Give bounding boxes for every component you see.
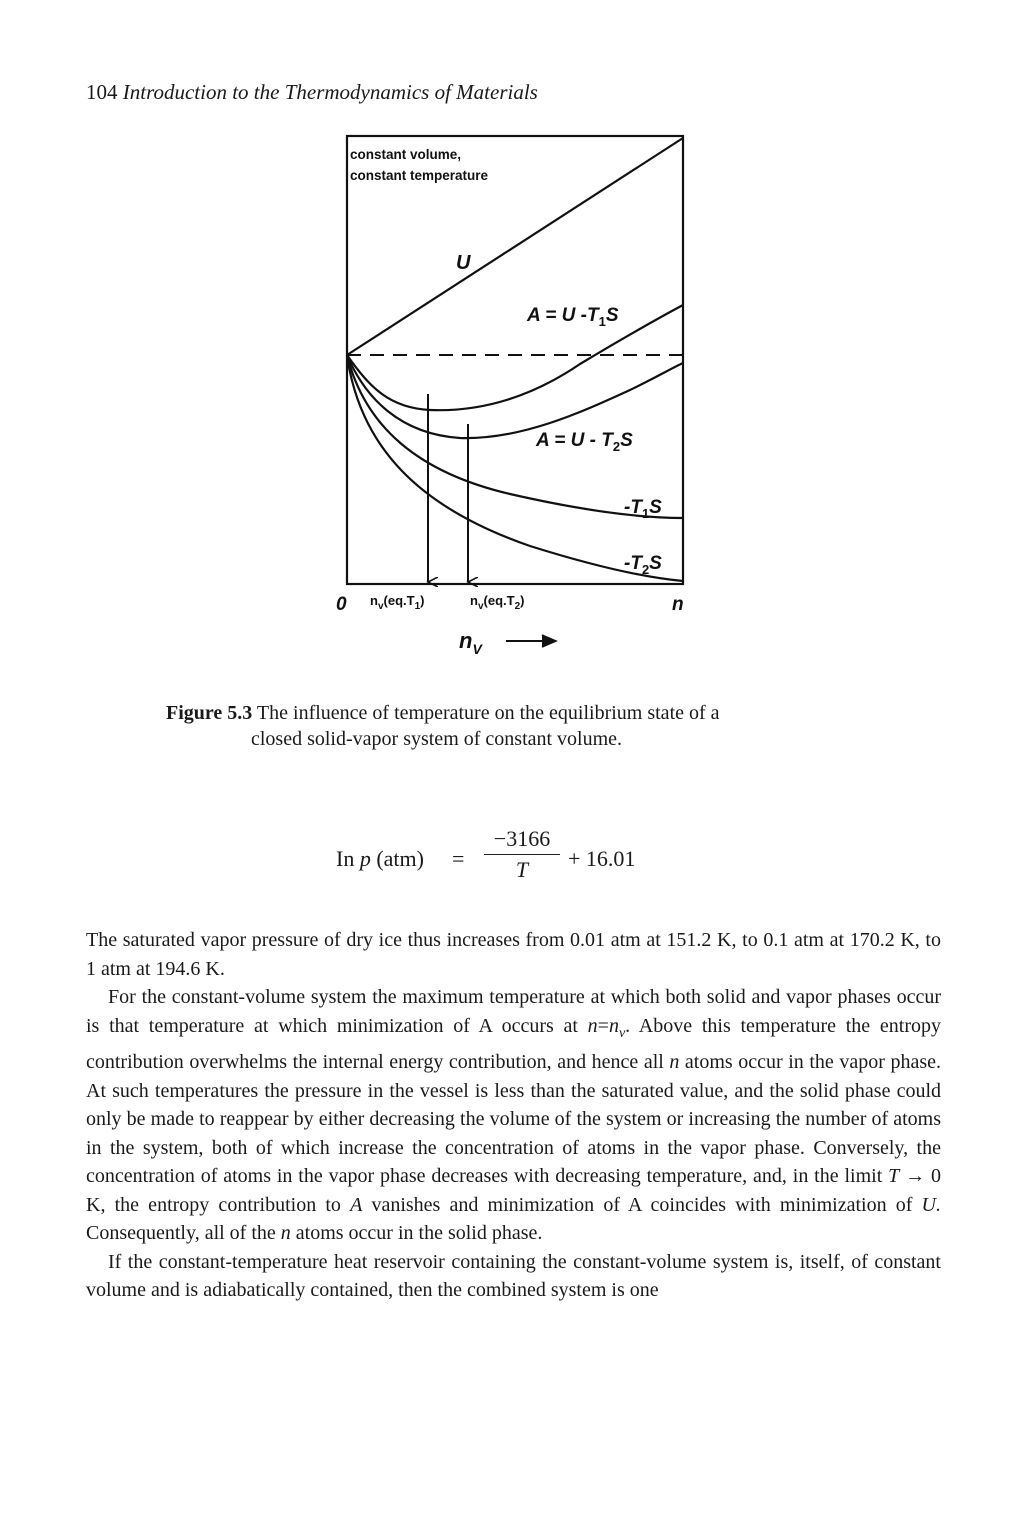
curve-a-t1 bbox=[347, 305, 683, 410]
box-label-line1: constant volume, bbox=[350, 147, 462, 162]
label-a-t1: A = U $-T_1S$ bbox=[527, 305, 619, 329]
equation-rhs: + 16.01 bbox=[568, 846, 636, 871]
caption-text-line1: The influence of temperature on the equilibrium state of a bbox=[252, 702, 720, 724]
label-u: U bbox=[456, 252, 471, 274]
marker-nv-eq-t2: $n_v(eq.T_2)$ bbox=[470, 593, 525, 612]
label-minus-t2s: $-T_2S$ bbox=[624, 553, 662, 577]
caption-label: Figure 5.3 bbox=[166, 702, 253, 724]
figure-diagram bbox=[330, 128, 700, 668]
page-number: 104 bbox=[86, 80, 118, 104]
paragraph-3: If the constant-temperature heat reservoir containing the constant-volume system is, itself, of constant volume and is adiabatically contained, then the combined system is one bbox=[86, 1250, 941, 1301]
equation-fraction bbox=[484, 826, 560, 883]
paragraph-1: The saturated vapor pressure of dry ice thus increases from 0.01 atm at 151.2 K, to 0.1 atm at 170.2 K, to 1 atm at 194.6 K. bbox=[86, 929, 941, 980]
caption-text-line2: closed solid-vapor system of constant volume. bbox=[251, 728, 623, 750]
axis-origin-label: 0 bbox=[336, 594, 347, 615]
x-axis-label: $n_V$ bbox=[459, 628, 482, 657]
axis-end-label: n bbox=[672, 594, 684, 615]
vapor-pressure-equation bbox=[336, 826, 676, 896]
equation-equals: = bbox=[452, 846, 465, 871]
equation-numerator: −3166 bbox=[484, 826, 560, 855]
body-text bbox=[86, 926, 941, 1305]
label-a-t2: $A = U - T_2S$ bbox=[536, 430, 633, 454]
figure-5-3 bbox=[330, 128, 700, 668]
label-minus-t1s: $-T_1S$ bbox=[624, 497, 662, 521]
figure-caption bbox=[166, 700, 866, 752]
paragraph-2: For the constant-volume system the maximum temperature at which both solid and vapor phases occur is that temperature at which minimization of A occurs at $n=n_v$. Above this temperature the entropy contribution overwhelms the internal energy contribution, and hence all n atoms occur in the vapor phase. At such temperatures the pressure in the vessel is less than the saturated value, and the solid phase could only be made to reappear by either decreasing the volume of the system or increasing the number of atoms in the system, both of which increase the concentration of atoms in the vapor phase. Conversely, the concentration of atoms in the vapor phase decreases with decreasing temperature, and, in the limit T → 0 K, the entropy contribution to A vanishes and minimization of A coincides with minimization of U. Consequently, all of the n atoms occur in the solid phase. bbox=[86, 986, 941, 1244]
box-label-line2: constant temperature bbox=[350, 168, 489, 183]
marker-nv-eq-t1: $n_v(eq.T_1)$ bbox=[370, 593, 425, 612]
running-header bbox=[86, 80, 538, 105]
book-title: Introduction to the Thermodynamics of Materials bbox=[122, 80, 538, 104]
equation-denominator: T bbox=[515, 857, 529, 882]
equation-lhs: In p (atm) bbox=[336, 846, 424, 871]
xlabel-arrowhead-icon bbox=[542, 635, 556, 647]
